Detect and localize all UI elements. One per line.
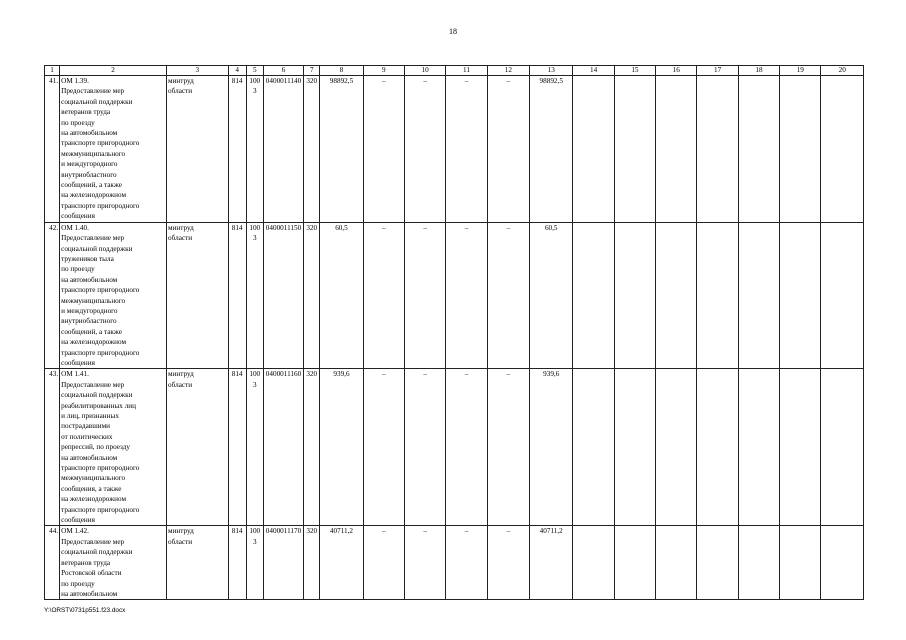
header-cell: 3 bbox=[167, 66, 229, 76]
table-row bbox=[45, 76, 864, 223]
executor-cell bbox=[167, 222, 229, 369]
cell-line: минтруд bbox=[168, 77, 194, 85]
empty-cell bbox=[573, 526, 614, 600]
empty-cell bbox=[656, 222, 697, 369]
cell-line: Предоставление мер bbox=[61, 537, 125, 546]
empty-cell bbox=[573, 222, 614, 369]
header-cell: 8 bbox=[320, 66, 363, 76]
cell-line: транспорте пригородного bbox=[61, 286, 140, 295]
cell-line: межмуниципального bbox=[61, 296, 126, 305]
cell-line: сообщения bbox=[61, 212, 95, 221]
header-row bbox=[45, 66, 864, 76]
empty-cell bbox=[738, 76, 779, 223]
header-cell: 19 bbox=[780, 66, 821, 76]
value-cell-c13: 939,6 bbox=[530, 369, 573, 526]
budget-table bbox=[44, 65, 864, 600]
header-cell: 6 bbox=[263, 66, 303, 76]
cell-line: и междугородного bbox=[61, 160, 118, 169]
empty-cell bbox=[573, 76, 614, 223]
cell-line: репрессий, по проезду bbox=[61, 443, 130, 452]
cell-line: на железнодорожном bbox=[61, 495, 127, 504]
cell-line: Ростовской области bbox=[61, 569, 122, 578]
header-cell: 16 bbox=[656, 66, 697, 76]
empty-cell bbox=[738, 222, 779, 369]
cell-line: Предоставление мер bbox=[61, 380, 125, 389]
cell-line: транспорте пригородного bbox=[61, 505, 140, 514]
value-cell-c11: – bbox=[446, 222, 487, 369]
empty-cell bbox=[780, 369, 821, 526]
empty-cell bbox=[738, 369, 779, 526]
row-number-cell: 43. bbox=[45, 369, 60, 526]
value-cell-c9: – bbox=[363, 526, 404, 600]
cell-line: транспорте пригородного bbox=[61, 201, 140, 210]
code-cell-vr: 320 bbox=[304, 369, 320, 526]
header-cell: 17 bbox=[697, 66, 738, 76]
cell-line: ветеранов труда bbox=[61, 558, 111, 567]
cell-line: межмуниципального bbox=[61, 474, 126, 483]
row-number-cell: 42. bbox=[45, 222, 60, 369]
value-cell-c11: – bbox=[446, 526, 487, 600]
value-cell-c12: – bbox=[487, 222, 529, 369]
cell-line: минтруд bbox=[168, 223, 194, 232]
cell-line: транспорте пригородного bbox=[61, 464, 140, 473]
header-cell: 2 bbox=[60, 66, 167, 76]
cell-line: социальной поддержки bbox=[61, 244, 133, 253]
header-cell: 12 bbox=[487, 66, 529, 76]
row-number-cell: 41. bbox=[45, 76, 60, 223]
empty-cell bbox=[573, 369, 614, 526]
cell-line: транспорте пригородного bbox=[61, 348, 140, 357]
code-cell-vr: 320 bbox=[304, 222, 320, 369]
empty-cell bbox=[697, 76, 738, 223]
cell-line: сообщений, а также bbox=[61, 327, 122, 336]
value-cell-c12: – bbox=[487, 76, 529, 223]
value-cell-c10: – bbox=[405, 76, 446, 223]
cell-line: на автомобильном bbox=[61, 589, 118, 598]
measure-name-cell bbox=[60, 369, 167, 526]
code-cell-csr: 0400011150 bbox=[263, 222, 303, 369]
cell-line: ОМ 1.40. bbox=[61, 223, 89, 232]
code-cell-total: 939,6 bbox=[320, 369, 363, 526]
page-number: 18 bbox=[449, 27, 457, 36]
header-cell: 14 bbox=[573, 66, 614, 76]
cell-line: социальной поддержки bbox=[61, 391, 133, 400]
code-cell-total: 40711,2 bbox=[320, 526, 363, 600]
cell-line: области bbox=[168, 234, 193, 243]
header-cell: 9 bbox=[363, 66, 404, 76]
cell-line: на автомобильном bbox=[61, 275, 118, 284]
cell-line: транспорте пригородного bbox=[61, 139, 140, 148]
cell-line: сообщений, а также bbox=[61, 181, 122, 190]
empty-cell bbox=[614, 222, 655, 369]
value-cell-c11: – bbox=[446, 369, 487, 526]
empty-cell bbox=[656, 526, 697, 600]
code-cell-rzpr: 1003 bbox=[246, 76, 263, 223]
value-cell-c12: – bbox=[487, 369, 529, 526]
empty-cell bbox=[656, 76, 697, 223]
empty-cell bbox=[614, 369, 655, 526]
cell-line: ветеранов труда bbox=[61, 108, 111, 117]
value-cell-c10: – bbox=[405, 222, 446, 369]
header-cell: 5 bbox=[246, 66, 263, 76]
code-cell-csr: 0400011170 bbox=[263, 526, 303, 600]
cell-line: ОМ 1.41. bbox=[61, 370, 89, 379]
empty-cell bbox=[780, 526, 821, 600]
header-cell: 20 bbox=[821, 66, 864, 76]
empty-cell bbox=[821, 369, 864, 526]
measure-name-cell bbox=[60, 222, 167, 369]
cell-line: и лиц, признанных bbox=[61, 412, 119, 420]
code-cell-grbs: 814 bbox=[228, 369, 246, 526]
empty-cell bbox=[656, 369, 697, 526]
header-cell: 13 bbox=[530, 66, 573, 76]
value-cell-c12: – bbox=[487, 526, 529, 600]
code-cell-csr: 0400011160 bbox=[263, 369, 303, 526]
executor-cell bbox=[167, 369, 229, 526]
cell-line: на автомобильном bbox=[61, 129, 118, 138]
code-cell-total: 60,5 bbox=[320, 222, 363, 369]
executor-cell bbox=[167, 76, 229, 223]
value-cell-c9: – bbox=[363, 369, 404, 526]
header-cell: 10 bbox=[405, 66, 446, 76]
value-cell-c10: – bbox=[405, 526, 446, 600]
value-cell-c9: – bbox=[363, 222, 404, 369]
cell-line: минтруд bbox=[168, 527, 194, 536]
cell-line: внутриобластного bbox=[61, 170, 117, 179]
header-cell: 11 bbox=[446, 66, 487, 76]
cell-line: по проезду bbox=[61, 118, 95, 127]
code-cell-grbs: 814 bbox=[228, 222, 246, 369]
cell-line: сообщения bbox=[61, 516, 95, 525]
measure-name-cell bbox=[60, 76, 167, 223]
value-cell-c13: 40711,2 bbox=[530, 526, 573, 600]
empty-cell bbox=[614, 526, 655, 600]
code-cell-vr: 320 bbox=[304, 526, 320, 600]
cell-line: внутриобластного bbox=[61, 317, 117, 326]
cell-line: пострадавшими bbox=[61, 422, 110, 431]
table-row bbox=[45, 526, 864, 600]
code-cell-rzpr: 1003 bbox=[246, 222, 263, 369]
cell-line: социальной поддержки bbox=[61, 548, 133, 557]
header-cell: 15 bbox=[614, 66, 655, 76]
cell-line: по проезду bbox=[61, 579, 95, 588]
code-cell-vr: 320 bbox=[304, 76, 320, 223]
cell-line: реабилитированных лиц bbox=[61, 401, 136, 410]
measure-name-cell bbox=[60, 526, 167, 600]
cell-line: области bbox=[168, 537, 193, 546]
cell-line: тружеников тыла bbox=[61, 254, 114, 263]
cell-line: Предоставление мер bbox=[61, 87, 125, 96]
empty-cell bbox=[780, 76, 821, 223]
header-cell: 18 bbox=[738, 66, 779, 76]
cell-line: сообщения bbox=[61, 358, 95, 367]
cell-line: минтруд bbox=[168, 370, 194, 379]
cell-line: на железнодорожном bbox=[61, 338, 127, 347]
row-number-cell: 44. bbox=[45, 526, 60, 600]
cell-line: и междугородного bbox=[61, 306, 118, 315]
empty-cell bbox=[697, 369, 738, 526]
cell-line: ОМ 1.42. bbox=[61, 527, 89, 536]
value-cell-c11: – bbox=[446, 76, 487, 223]
empty-cell bbox=[614, 76, 655, 223]
header-cell: 1 bbox=[45, 66, 60, 76]
header-cell: 7 bbox=[304, 66, 320, 76]
empty-cell bbox=[738, 526, 779, 600]
cell-line: на железнодорожном bbox=[61, 191, 127, 200]
code-cell-grbs: 814 bbox=[228, 526, 246, 600]
empty-cell bbox=[697, 222, 738, 369]
cell-line: по проезду bbox=[61, 265, 95, 274]
cell-line: на автомобильном bbox=[61, 453, 118, 462]
code-cell-csr: 0400011140 bbox=[263, 76, 303, 223]
cell-line: от политических bbox=[61, 432, 113, 441]
value-cell-c10: – bbox=[405, 369, 446, 526]
value-cell-c9: – bbox=[363, 76, 404, 223]
cell-line: ОМ 1.39. bbox=[61, 77, 89, 85]
cell-line: межмуниципального bbox=[61, 149, 126, 158]
cell-line: социальной поддержки bbox=[61, 97, 133, 106]
value-cell-c13: 60,5 bbox=[530, 222, 573, 369]
cell-line: Предоставление мер bbox=[61, 234, 125, 243]
cell-line: области bbox=[168, 380, 193, 389]
code-cell-rzpr: 1003 bbox=[246, 369, 263, 526]
empty-cell bbox=[821, 76, 864, 223]
empty-cell bbox=[821, 526, 864, 600]
table-row bbox=[45, 369, 864, 526]
cell-line: области bbox=[168, 87, 193, 96]
cell-line: сообщения, а также bbox=[61, 484, 122, 493]
value-cell-c13: 98892,5 bbox=[530, 76, 573, 223]
empty-cell bbox=[697, 526, 738, 600]
table-row bbox=[45, 222, 864, 369]
empty-cell bbox=[780, 222, 821, 369]
file-path-footer: Y:\ORST\0731p551.f23.docx bbox=[44, 607, 126, 614]
code-cell-rzpr: 1003 bbox=[246, 526, 263, 600]
header-cell: 4 bbox=[228, 66, 246, 76]
code-cell-total: 98892,5 bbox=[320, 76, 363, 223]
code-cell-grbs: 814 bbox=[228, 76, 246, 223]
executor-cell bbox=[167, 526, 229, 600]
empty-cell bbox=[821, 222, 864, 369]
